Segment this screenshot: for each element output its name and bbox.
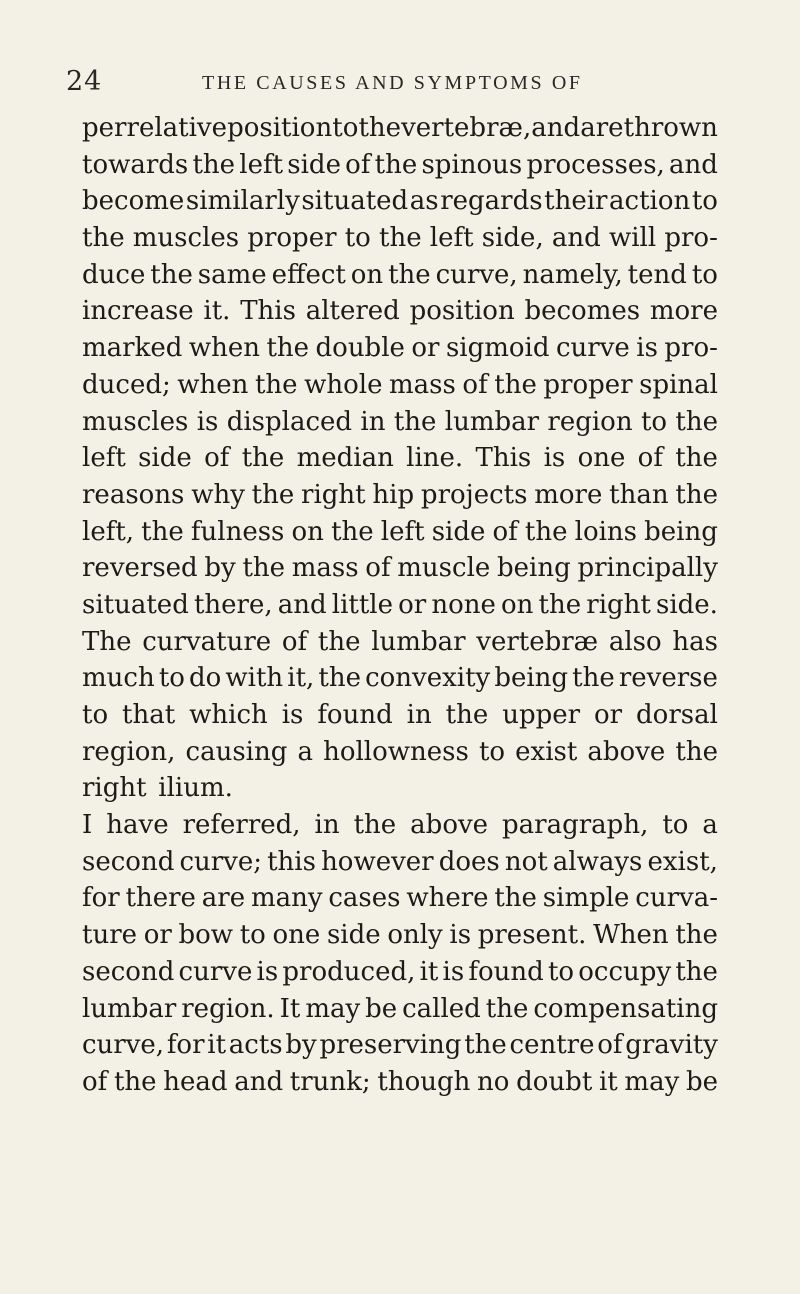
word: the (675, 956, 718, 987)
text-line (82, 257, 718, 294)
word: may (305, 993, 361, 1024)
word: side (326, 920, 381, 951)
word: curve; (179, 846, 263, 877)
word: regards (440, 186, 543, 217)
word: processes, (526, 149, 665, 180)
word: or (143, 920, 172, 951)
word: many (250, 883, 323, 914)
text-line (82, 587, 718, 624)
text-line (82, 660, 718, 697)
word: referred, (182, 810, 301, 841)
word: the (374, 149, 418, 180)
word: to (332, 113, 359, 143)
word: the (524, 516, 568, 547)
word: the (675, 920, 718, 951)
word: not (504, 846, 548, 877)
word: action (609, 186, 691, 217)
word: paragraph, (502, 810, 649, 841)
word: tend (627, 259, 687, 290)
text-line (82, 807, 718, 844)
word: of (82, 1066, 108, 1097)
word: occupy (578, 956, 672, 987)
word: the (254, 369, 298, 400)
word: region. (181, 993, 275, 1024)
word: on (350, 259, 384, 290)
text-line (82, 734, 718, 771)
word: the (266, 333, 310, 364)
word: dorsal (636, 700, 718, 730)
text-line (82, 917, 718, 954)
word: reasons (82, 479, 185, 510)
word: may (624, 1066, 680, 1097)
word: the (113, 1066, 157, 1097)
word: left, (82, 516, 135, 547)
word: hip (372, 479, 415, 510)
word: hollowness (323, 736, 469, 767)
text-line (82, 110, 718, 147)
word: also (608, 626, 662, 657)
text-line (82, 477, 718, 514)
word: above (410, 810, 489, 841)
word: position (227, 113, 333, 143)
word: whole (304, 369, 383, 400)
word: is (196, 406, 219, 437)
word: have (106, 810, 169, 841)
word: curva- (635, 883, 718, 914)
word: the (331, 516, 374, 547)
word: to (158, 663, 185, 694)
word: namely, (522, 259, 623, 290)
word: there, (193, 589, 273, 620)
word: the (358, 113, 402, 143)
word: the (353, 810, 397, 841)
word: the (150, 259, 193, 290)
word: do (189, 663, 222, 694)
text-line (82, 991, 718, 1028)
page-number: 24 (66, 66, 103, 97)
word: has (672, 626, 718, 657)
word: principally (577, 553, 718, 584)
text-line (82, 404, 718, 441)
word: to (344, 223, 371, 254)
text-line (82, 624, 718, 661)
word: I (82, 810, 93, 841)
word: or (411, 333, 440, 364)
word: it, (287, 663, 315, 694)
word: right (586, 589, 651, 620)
word: the (82, 223, 125, 254)
word: same (197, 259, 267, 290)
word: found (317, 700, 393, 730)
text-line (82, 293, 718, 330)
word: altered (305, 296, 400, 327)
word: reversed (82, 553, 198, 584)
word: proper (247, 223, 337, 254)
word: loins (574, 516, 638, 547)
word: to (662, 810, 689, 841)
word: produced, (282, 956, 416, 987)
word: more (534, 479, 603, 510)
word: region (547, 406, 633, 437)
word: there (125, 883, 196, 914)
word: the (241, 443, 285, 474)
word: it. (203, 296, 231, 327)
word: the (538, 589, 582, 620)
word: which (189, 700, 268, 730)
word: the (318, 663, 361, 694)
text-line (82, 183, 718, 220)
word: sigmoid (445, 333, 550, 364)
word: in (406, 700, 432, 730)
word: spinal (639, 369, 718, 400)
word: fulness (190, 516, 285, 547)
word: marked (82, 333, 183, 364)
word: the (393, 406, 437, 437)
word: centre (509, 1030, 595, 1061)
word: acts (228, 1030, 283, 1061)
word: vertebræ, (401, 113, 532, 143)
word: is (449, 920, 472, 951)
word: none (431, 589, 496, 620)
word: the (388, 259, 431, 290)
word: or (398, 589, 427, 620)
word: by (204, 553, 236, 584)
word: mass (291, 553, 359, 584)
running-head: THE CAUSES AND SYMPTOMS OF (202, 72, 583, 94)
word: the (675, 443, 718, 474)
word: pro- (664, 333, 718, 364)
word: left (239, 149, 284, 180)
word: of (462, 369, 488, 400)
word: on (501, 589, 534, 620)
word: the (251, 479, 295, 510)
word: why (191, 479, 245, 510)
word: curvature (142, 626, 272, 657)
text-line (82, 697, 718, 734)
word: thrown (623, 113, 718, 143)
word: though (377, 1066, 471, 1097)
word: situated (82, 589, 189, 620)
word: a (297, 736, 313, 767)
word: trunk; (289, 1066, 371, 1097)
word: more (649, 296, 718, 327)
word: and (531, 113, 581, 143)
word: preserving (319, 1030, 462, 1061)
word: displaced (226, 406, 353, 437)
word: and (669, 149, 718, 180)
word: side (431, 516, 486, 547)
word: the (675, 406, 718, 437)
word: exist (515, 736, 578, 767)
word: it (419, 956, 439, 987)
word: by (285, 1030, 317, 1061)
word: the (379, 223, 422, 254)
word: similarly (185, 186, 300, 217)
word: no (477, 1066, 510, 1097)
word: to (478, 736, 506, 767)
word: where (406, 883, 489, 914)
word: the (675, 479, 718, 510)
word: This (240, 296, 296, 327)
word: little (331, 589, 394, 620)
word: are (201, 883, 246, 914)
word: this (267, 846, 316, 877)
word: one (577, 443, 626, 474)
word: muscles (132, 223, 240, 254)
word: of (345, 149, 371, 180)
word: position (409, 296, 515, 327)
word: spinous (421, 149, 523, 180)
word: muscles (82, 406, 189, 437)
text-line (82, 220, 718, 257)
word: of (597, 1030, 623, 1061)
word: and (234, 1066, 284, 1097)
word: bow (178, 920, 234, 951)
word: double (315, 333, 405, 364)
word: the (572, 663, 615, 694)
page-header (66, 66, 756, 106)
word: be (365, 993, 398, 1024)
word: doubt (516, 1066, 593, 1097)
word: duced; (82, 369, 171, 400)
word: the (192, 149, 236, 180)
word: with (225, 663, 284, 694)
text-line (82, 147, 718, 184)
word: to (547, 956, 575, 987)
word: or (594, 700, 623, 730)
word: becomes (524, 296, 641, 327)
word: This (475, 443, 532, 474)
text-line (82, 330, 718, 367)
word: it (207, 1030, 227, 1061)
text-line (82, 550, 718, 587)
word: a (702, 810, 718, 841)
word: of (204, 443, 230, 474)
word: second (82, 846, 175, 877)
word: to (691, 186, 718, 217)
text-line (82, 367, 718, 404)
word: is (281, 700, 304, 730)
word: compensating (533, 993, 718, 1024)
word: to (691, 259, 718, 290)
word: than (609, 479, 669, 510)
word: situated (301, 186, 409, 217)
word: being (494, 663, 569, 694)
word: the (242, 553, 286, 584)
word: muscle (397, 553, 491, 584)
word: found (468, 956, 544, 987)
word: lumbar (82, 993, 177, 1024)
word: in (360, 406, 386, 437)
word: reverse (618, 663, 718, 694)
word: curve, (435, 259, 518, 290)
word: mass (389, 369, 456, 400)
word: being (497, 553, 571, 584)
word: The (82, 626, 132, 657)
word: convexity (365, 663, 491, 694)
word: curve, (82, 1030, 165, 1061)
word: be (685, 1066, 718, 1097)
text-line (82, 880, 718, 917)
word: their (544, 186, 608, 217)
text-line (82, 954, 718, 991)
word: second (82, 956, 175, 987)
word: the (485, 993, 529, 1024)
text-line (82, 844, 718, 881)
word: is (256, 956, 279, 987)
word: to (82, 700, 109, 730)
word: the (141, 516, 184, 547)
word: line. (406, 443, 464, 474)
word: for (166, 1030, 205, 1061)
word: exist, (647, 846, 718, 877)
word: to (640, 406, 668, 437)
word: curve (555, 333, 630, 364)
word: median (296, 443, 394, 474)
text-line (82, 770, 718, 807)
word: as (409, 186, 439, 217)
word: the (317, 626, 361, 657)
word: for (82, 883, 120, 914)
word: curve (178, 956, 253, 987)
word: will (608, 223, 657, 254)
body-text (82, 110, 718, 1101)
word: and (551, 223, 601, 254)
word: ilium. (158, 773, 233, 804)
word: upper (502, 700, 581, 730)
word: the (464, 1030, 507, 1061)
word: however (321, 846, 434, 877)
word: towards (82, 149, 189, 180)
text-line (82, 1027, 718, 1064)
word: side (287, 149, 341, 180)
word: present. (477, 920, 587, 951)
word: It (279, 993, 301, 1024)
word: causing (185, 736, 288, 767)
text-line (82, 1064, 718, 1101)
word: gravity (625, 1030, 718, 1061)
word: region, (82, 736, 176, 767)
word: is (442, 956, 465, 987)
word: effect (271, 259, 346, 290)
word: one (272, 920, 321, 951)
word: side (138, 443, 192, 474)
word: to (239, 920, 266, 951)
word: left (429, 223, 474, 254)
word: being (644, 516, 718, 547)
word: the (494, 369, 537, 400)
word: proper (543, 369, 633, 400)
word: much (82, 663, 155, 694)
text-line (82, 514, 718, 551)
word: of (281, 626, 308, 657)
word: on (291, 516, 324, 547)
word: pro- (664, 223, 718, 254)
word: called (402, 993, 481, 1024)
word: cases (328, 883, 401, 914)
word: above (587, 736, 666, 767)
word: that (122, 700, 176, 730)
word: it (598, 1066, 618, 1097)
word: does (438, 846, 500, 877)
word: right (301, 479, 366, 510)
word: in (314, 810, 340, 841)
word: side. (655, 589, 718, 620)
word: When (593, 920, 669, 951)
word: when (188, 333, 260, 364)
word: head (163, 1066, 228, 1097)
word: are (580, 113, 624, 143)
word: the (675, 736, 718, 767)
word: simple (542, 883, 630, 914)
word: the (494, 883, 537, 914)
word: left (380, 516, 425, 547)
word: side, (481, 223, 544, 254)
word: increase (82, 296, 194, 327)
word: duce (82, 259, 146, 290)
word: per (82, 113, 127, 143)
word: when (177, 369, 249, 400)
word: the (445, 700, 489, 730)
word: always (552, 846, 643, 877)
word: right (82, 773, 147, 804)
word: is (636, 333, 658, 364)
word: ture (82, 920, 138, 951)
word: relative (126, 113, 228, 143)
word: lumbar (444, 406, 540, 437)
word: of (365, 553, 391, 584)
text-line (82, 440, 718, 477)
word: only (387, 920, 443, 951)
word: vertebræ (476, 626, 599, 657)
word: and (277, 589, 327, 620)
word: of (637, 443, 663, 474)
word: left (82, 443, 126, 474)
word: is (543, 443, 566, 474)
word: projects (420, 479, 528, 510)
word: become (82, 186, 185, 217)
word: of (492, 516, 518, 547)
word: lumbar (371, 626, 466, 657)
